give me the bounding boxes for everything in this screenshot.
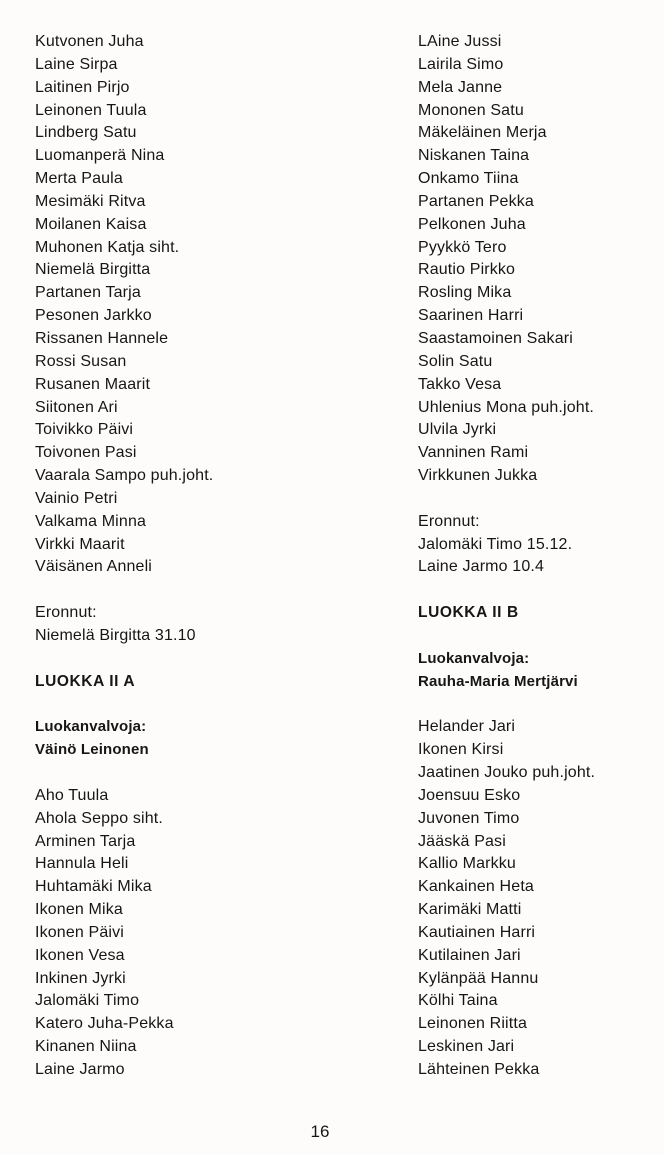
supervisor-name: Rauha-Maria Mertjärvi <box>418 672 578 690</box>
list-item: Luomanperä Nina <box>35 147 165 165</box>
list-item: Ikonen Kirsi <box>418 741 504 759</box>
list-item: Siitonen Ari <box>35 398 118 416</box>
list-item: Kutvonen Juha <box>35 33 144 50</box>
list-item: Niemelä Birgitta <box>35 261 151 279</box>
class-member-list <box>418 31 658 488</box>
list-item: Arminen Tarja <box>35 832 136 850</box>
list-item: Joensuu Esko <box>418 786 521 804</box>
list-item: Mononen Satu <box>418 101 524 119</box>
list-item: Helander Jari <box>418 718 516 736</box>
list-item: Onkamo Tiina <box>418 170 519 188</box>
list-item: Rusanen Maarit <box>35 375 151 393</box>
list-item: Huhtamäki Mika <box>35 878 152 896</box>
list-item: Jalomäki Timo <box>35 992 140 1010</box>
list-item: Ulvila Jyrki <box>418 421 497 439</box>
list-item: Leinonen Riitta <box>418 1015 527 1033</box>
list-item: Ikonen Vesa <box>35 946 125 964</box>
list-item: Leinonen Tuula <box>35 101 147 119</box>
list-item: Rosling Mika <box>418 284 512 302</box>
list-item: Valkama Minna <box>35 512 147 530</box>
list-item: Katero Juha-Pekka <box>35 1015 174 1033</box>
supervisor-name: Väinö Leinonen <box>35 741 149 759</box>
list-item: Muhonen Katja siht. <box>35 238 180 256</box>
resigned-list <box>35 625 335 648</box>
list-item: Lindberg Satu <box>35 124 137 142</box>
list-item: Merta Paula <box>35 170 123 188</box>
list-item: Kutilainen Jari <box>418 946 521 964</box>
class-heading-ii-b: LUOKKA II B <box>418 604 519 622</box>
list-item: Kölhi Taina <box>418 992 498 1010</box>
list-item: Laine Jarmo <box>35 1060 125 1078</box>
list-item: Mäkeläinen Merja <box>418 124 547 142</box>
list-item: Takko Vesa <box>418 375 502 393</box>
class-member-list <box>35 31 335 579</box>
resigned-entry: Niemelä Birgitta 31.10 <box>35 626 196 644</box>
spacer <box>35 762 335 785</box>
list-item: Ikonen Mika <box>35 901 123 919</box>
list-item: Partanen Tarja <box>35 284 141 302</box>
list-item: Toivonen Pasi <box>35 444 137 462</box>
list-item: Rossi Susan <box>35 352 127 370</box>
supervisor-label: Luokanvalvoja: <box>35 718 147 736</box>
list-item: Saarinen Harri <box>418 307 524 325</box>
list-item: Vaarala Sampo puh.joht. <box>35 467 214 485</box>
list-item: Kautiainen Harri <box>418 923 536 941</box>
list-item: Virkki Maarit <box>35 535 125 553</box>
list-item: Kylänpää Hannu <box>418 969 539 987</box>
class-member-list <box>418 716 658 1082</box>
list-item: Hannula Heli <box>35 855 129 873</box>
list-item: Jaatinen Jouko puh.joht. <box>418 764 596 781</box>
list-item: Solin Satu <box>418 352 493 370</box>
list-item: Partanen Pekka <box>418 192 534 210</box>
list-item: Vainio Petri <box>35 489 118 507</box>
resigned-list <box>418 534 658 580</box>
list-item: Väisänen Anneli <box>35 558 153 576</box>
list-item: Pesonen Jarkko <box>35 307 152 325</box>
list-item: Toivikko Päivi <box>35 421 134 439</box>
list-item: Mela Janne <box>418 78 503 96</box>
left-column <box>35 31 335 1082</box>
page-number: 16 <box>310 1122 330 1141</box>
list-item: Karimäki Matti <box>418 901 522 919</box>
list-item: Pelkonen Juha <box>418 215 526 233</box>
list-item: Ahola Seppo siht. <box>35 809 163 827</box>
spacer <box>418 625 658 648</box>
list-item: Juvonen Timo <box>418 809 520 827</box>
resigned-label: Eronnut: <box>418 512 480 530</box>
list-item: Laine Sirpa <box>35 55 118 73</box>
spacer <box>35 693 335 716</box>
resigned-label: Eronnut: <box>35 604 97 622</box>
list-item: LAine Jussi <box>418 33 502 50</box>
supervisor-label: Luokanvalvoja: <box>418 649 530 667</box>
list-item: Kallio Markku <box>418 855 516 873</box>
list-item: Rautio Pirkko <box>418 261 516 279</box>
list-item: Moilanen Kaisa <box>35 215 147 233</box>
list-item: Pyykkö Tero <box>418 238 507 256</box>
list-item: Saastamoinen Sakari <box>418 329 573 347</box>
list-item: Lairila Simo <box>418 55 504 73</box>
list-item: Inkinen Jyrki <box>35 969 126 987</box>
spacer <box>35 579 335 602</box>
list-item: Kinanen Niina <box>35 1038 137 1056</box>
list-item: Mesimäki Ritva <box>35 192 146 210</box>
list-item: Vanninen Rami <box>418 444 529 462</box>
spacer <box>418 579 658 602</box>
class-member-list <box>35 785 335 1082</box>
list-item: Jääskä Pasi <box>418 832 506 850</box>
list-item: Aho Tuula <box>35 786 109 804</box>
list-item: Lähteinen Pekka <box>418 1060 540 1078</box>
list-item: Uhlenius Mona puh.joht. <box>418 398 595 416</box>
list-item: Rissanen Hannele <box>35 329 169 347</box>
spacer <box>35 648 335 671</box>
class-heading-ii-a: LUOKKA II A <box>35 672 136 690</box>
resigned-entry: Laine Jarmo 10.4 <box>418 558 545 576</box>
list-item: Ikonen Päivi <box>35 923 124 941</box>
list-item: Virkkunen Jukka <box>418 467 538 485</box>
list-item: Laitinen Pirjo <box>35 78 130 96</box>
spacer <box>418 693 658 716</box>
list-item: Leskinen Jari <box>418 1038 515 1056</box>
resigned-entry: Jalomäki Timo 15.12. <box>418 535 573 553</box>
spacer <box>418 488 658 511</box>
list-item: Kankainen Heta <box>418 878 534 896</box>
list-item: Niskanen Taina <box>418 147 530 165</box>
right-column <box>418 31 658 1082</box>
